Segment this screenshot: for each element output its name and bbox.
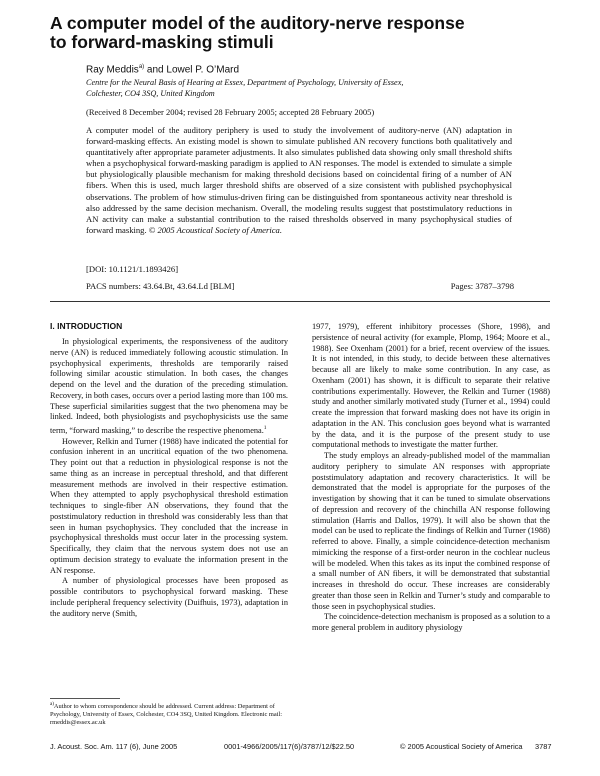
author-list: [86, 64, 239, 75]
footnote: [50, 701, 288, 727]
article-code: 0001-4966/2005/117(6)/3787/12/$22.50: [224, 742, 355, 751]
paper-title: [50, 14, 550, 52]
page-number: 3787: [535, 742, 552, 751]
section-heading: I. INTRODUCTION: [50, 321, 123, 331]
body-paragraph: However, Relkin and Turner (1988) have indicated the potential for confusion inherent in an uncritical equation of the two phenomena. They point out that a reduction in physiological response is not the same thing as an increase in perceptual threshold, and that different measurement methods are involved in their respective estimation. When they attempted to apply psychophysical threshold estimation techniques to single-fiber AN observations, they found that the poststimulatory reduction in threshold was considerably less than that seen in human psychophysics. They concluded that the increase in psychophysical thresholds must occur later in the processing system. Specifically, they claim that the nervous system does not use an optimum decision strategy to evaluate the information present in the AN response.: [50, 436, 288, 575]
footer-copyright: © 2005 Acoustical Society of America: [400, 742, 523, 751]
received-dates: (Received 8 December 2004; revised 28 February 2005; accepted 28 February 2005): [86, 107, 375, 117]
body-paragraph: The study employs an already-published model of the mammalian auditory periphery to simulate AN responses with appropriate poststimulatory adaptation and recovery characteristics. It will be demonstrated that the model is appropriate for the purposes of the investigation by showing that it can be tuned to simulate observations of depression and recovery of the chinchilla AN response following stimulation (Harris and Dallos, 1979). It will also be shown that the model can be used to replicate the findings of Relkin and Turner (1988) referred to above. Finally, a simple coincidence-detection mechanism mimicking the response of a first-order neuron in the cochlear nucleus will be modeled. When this takes as its input the combined response of a small number of AN fibers, it will be demonstrated that substantial increases in threshold do occur. These increases are considerably greater than those seen in Relkin and Turner’s study and comparable to those seen in psychophysical studies.: [312, 451, 550, 611]
footnote-mark: a): [50, 702, 54, 707]
title-line-1: A computer model of the auditory-nerve response: [50, 13, 465, 33]
abstract-copyright: © 2005 Acoustical Society of America.: [148, 224, 282, 235]
author-footnote-mark: a): [138, 64, 145, 70]
title-line-2: to forward-masking stimuli: [50, 32, 274, 52]
body-paragraph: A number of physiological processes have been proposed as possible contributors to psychophysical forward masking. These include peripheral frequency selectivity (Duifhuis, 1973), adaptation in the auditory nerve (Smith,: [50, 576, 288, 618]
affiliation-line: Colchester, CO4 3SQ, United Kingdom: [86, 88, 215, 98]
affiliation-line: Centre for the Neural Basis of Hearing at Essex, Department of Psychology, University of Essex,: [86, 78, 404, 87]
affiliation: [86, 78, 506, 99]
journal-citation: J. Acoust. Soc. Am. 117 (6), June 2005: [50, 742, 178, 751]
body-paragraph: [50, 337, 288, 437]
author-name: and Lowel P. O’Mard: [144, 64, 240, 76]
doi-link[interactable]: [DOI: 10.1121/1.1893426]: [86, 264, 179, 274]
page-range: Pages: 3787–3798: [450, 281, 514, 291]
author-name: Ray Meddis: [86, 64, 139, 76]
right-column: [312, 322, 550, 634]
body-paragraph: 1977, 1979), efferent inhibitory processes (Shore, 1998), and persistence of neural activity (for example, Plomp, 1964; Moore et al., 1988). See Oxenham (2001) for a brief, recent overview of the issues. It is not intended, in this study, to decide between these alternatives because all are likely to make some contribution. In any case, as Oxenham (2001) has shown, it is difficult to separate their relative contributions experimentally. However, the Relkin and Turner (1988) study and another similarly motivated study (Turner et al., 1994) could create the impression that forward masking does not have its origin in adaptation in the AN. This conclusion goes beyond what is warranted by the data, and it is the purpose of the present study to use computational methods to investigate the matter further.: [312, 322, 550, 450]
left-column: [50, 337, 288, 619]
footnote-ref: 1: [263, 425, 267, 431]
abstract: [86, 125, 512, 236]
footnote-divider: [50, 698, 120, 699]
section-divider: [50, 301, 550, 302]
body-paragraph: The coincidence-detection mechanism is proposed as a solution to a more general problem in auditory physiology: [312, 612, 550, 632]
pacs-numbers: PACS numbers: 43.64.Bt, 43.64.Ld [BLM]: [86, 281, 235, 291]
abstract-text: A computer model of the auditory periphery is used to study the involvement of auditory-nerve (AN) adaptation in forward-masking effects. An existing model is shown to simulate published AN recovery functions both qualitatively and quantitatively after appropriate parameter adjustments. It also simulates published data showing only small threshold shifts when a psychophysical forward-masking paradigm is applied to AN responses. The model is extended to simulate a simple but physiologically plausible mechanism for making threshold decisions based on coincidental firing of a number of AN fibers. When this is used, much larger threshold shifts are observed of a size consistent with published psychophysical observations. The problem of how stimulus-driven firing can be distinguished from spontaneous activity near threshold is also addressed by the same decision mechanism. Overall, the modeling results suggest that poststimulatory reductions in AN activity can make a substantial contribution to the raised thresholds observed in many psychophysical studies of forward masking.: [86, 125, 512, 235]
paragraph-text: In physiological experiments, the responsiveness of the auditory nerve (AN) is reduced immediately following acoustic stimulation. In psychophysical experiments, thresholds are temporarily raised following similar acoustic stimulation. In both cases, the changes depend on the level and the duration of the preceding stimulation. Recovery, in both cases, occurs over a period lasting more than 100 ms. These superficial similarities suggest that the two phenomena may be linked. Indeed, both physiologists and psychophysicists use the same term, “forward masking,” to describe the respective phenomena.: [50, 337, 288, 435]
footnote-text: Author to whom correspondence should be addressed. Current address: Department of Psychology, University of Essex, Colchester, CO4 3SQ, United Kingdom. Electronic mail: rmeddis@essex.ac.uk: [50, 703, 283, 727]
